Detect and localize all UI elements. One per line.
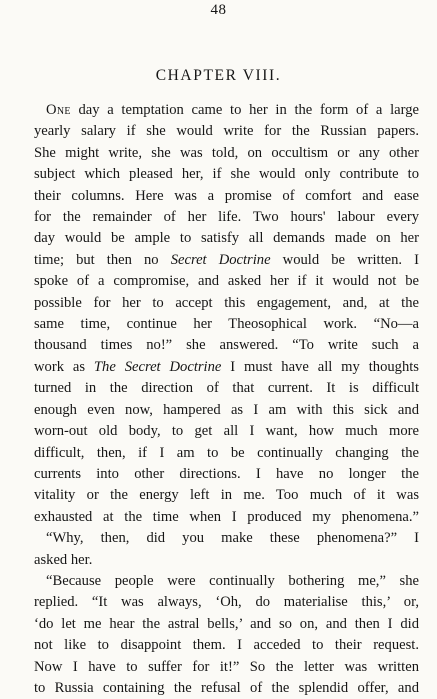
text-line: One day a temptation came to her in the form of a large xyxy=(46,102,419,118)
text-line: asked her. xyxy=(34,551,93,568)
text-line: day would be ample to satisfy all demands made on her xyxy=(34,230,419,247)
page-number: 48 xyxy=(210,2,227,18)
text-line: Now I have to suffer for it!” So the letter was written xyxy=(34,658,419,675)
text-line: currents into other directions. I have no longer the xyxy=(34,465,419,482)
text-line: She might write, she was told, on occultism or any other xyxy=(34,144,419,161)
text-line: exhausted at the time when I produced my phenomena.” xyxy=(34,508,419,525)
text-line: vitality or the energy left in me. Too much of it was xyxy=(34,487,419,504)
italic-title: Secret Doctrine xyxy=(170,251,271,268)
text-line: “Why, then, did you make these phenomena?” I xyxy=(46,530,419,547)
text-line: to Russia containing the refusal of the splendid offer, and xyxy=(34,679,419,696)
text-line: for the remainder of her life. Two hours' labour every xyxy=(34,209,419,226)
italic-title: The Secret Doctrine xyxy=(93,358,222,375)
text-line: difficult, then, if I am to be continually changing the xyxy=(34,444,419,461)
text-line: yearly salary if she would write for the Russian papers. xyxy=(34,123,419,140)
text-line: replied. “It was always, ‘Oh, do materialise this,’ or, xyxy=(34,594,419,611)
text-line: “Because people were continually bothering me,” she xyxy=(46,572,419,589)
body-text xyxy=(34,100,419,699)
text-line: turned in the direction of that current. It is difficult xyxy=(34,380,419,397)
text-line: work as The Secret Doctrine I must have all my thoughts xyxy=(34,358,419,375)
text-line: their columns. Here was a promise of comfort and ease xyxy=(34,187,419,204)
text-line: ‘do let me hear the astral bells,’ and so on, and then I did xyxy=(34,615,419,632)
text-line: thousand times no!” she answered. “To write such a xyxy=(34,337,419,354)
text-line: not like to disappoint them. I acceded to their request. xyxy=(34,637,419,654)
chapter-title: CHAPTER VIII. xyxy=(155,67,282,84)
text-line: possible for her to accept this engagement, and, at the xyxy=(34,294,419,311)
text-line: spoke of a compromise, and asked her if it would not be xyxy=(34,273,419,290)
text-line: worn-out old body, to get all I want, how much more xyxy=(34,423,419,440)
text-line: enough even now, hampered as I am with this sick and xyxy=(34,401,419,418)
drop-word: One xyxy=(46,102,71,118)
text-line: same time, continue her Theosophical work. “No—a xyxy=(34,316,419,333)
text-line: time; but then no Secret Doctrine would be written. I xyxy=(34,251,419,268)
text-line: subject which pleased her, if she would only contribute to xyxy=(34,166,419,183)
